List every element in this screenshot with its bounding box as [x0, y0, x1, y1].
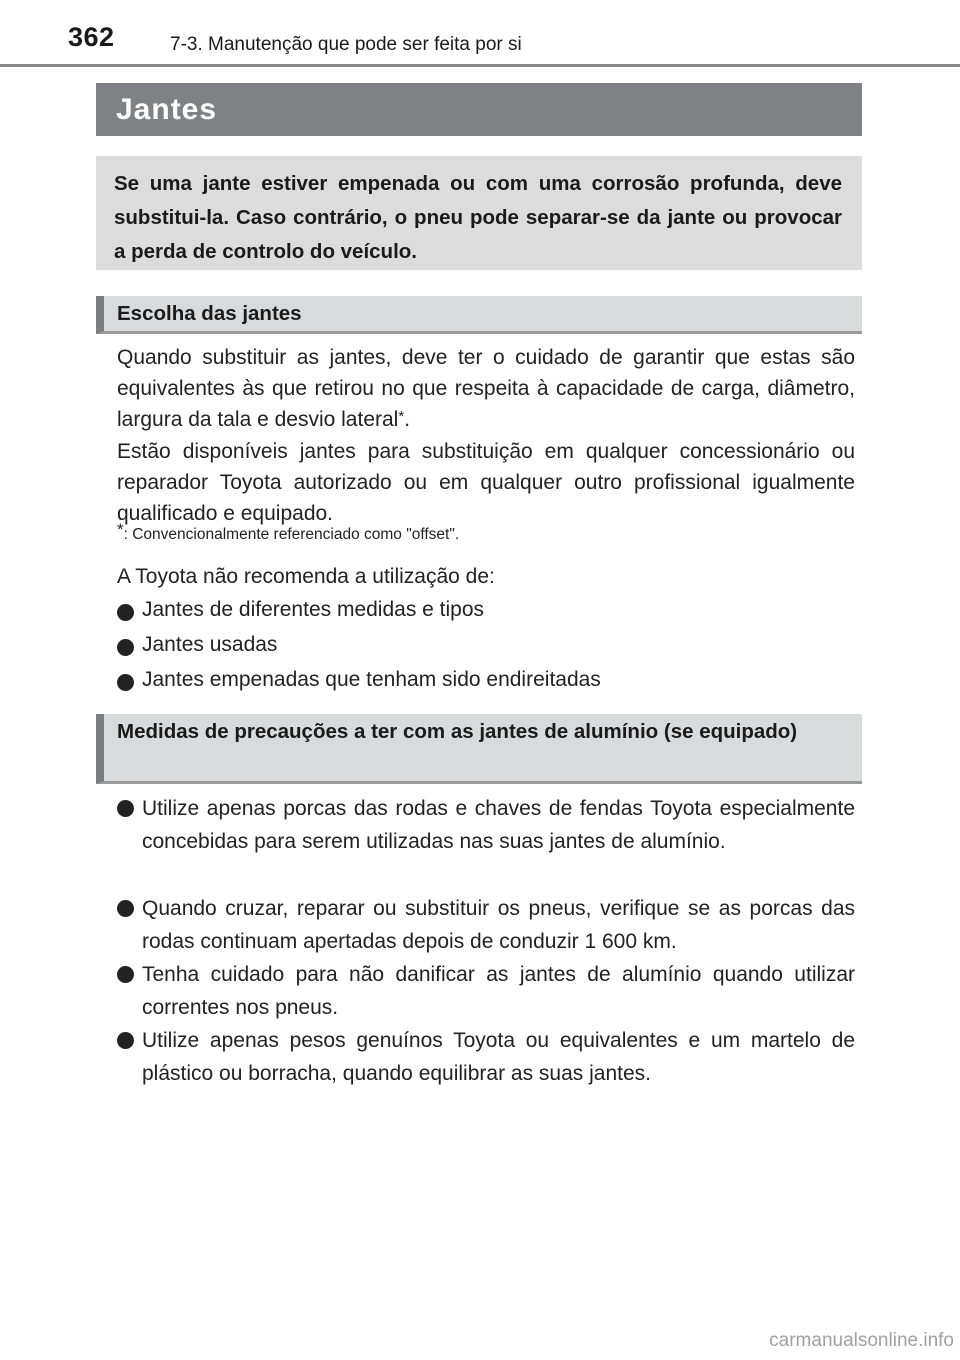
header-divider: [0, 64, 960, 67]
bullet-icon: [117, 674, 134, 691]
footnote: [117, 520, 460, 546]
warning-text: Se uma jante estiver empenada ou com uma corrosão profunda, deve substitui-la. Caso contrário, o pneu pode separar-se da jante ou provocar a perda de controlo do veículo.: [114, 172, 842, 263]
list-item-text: Jantes usadas: [142, 633, 278, 656]
list-item: [117, 892, 855, 958]
list-item-text: Utilize apenas pesos genuínos Toyota ou equivalentes e um martelo de plástico ou borracha, quando equilibrar as suas jantes.: [142, 1029, 855, 1085]
page-title: Jantes: [116, 93, 218, 126]
paragraph-availability: Estão disponíveis jantes para substituição em qualquer concessionário ou reparador Toyota autorizado ou em qualquer outro profissional igualmente qualificado e equipado.: [117, 439, 855, 526]
list-item: [117, 1024, 855, 1090]
section-heading-wheel-choice: [96, 296, 862, 334]
list-item: [117, 792, 855, 858]
bullet-icon: [117, 1032, 134, 1049]
asterisk-mark: *: [398, 408, 405, 426]
page-title-bar: [96, 83, 862, 136]
paragraph-text: Quando substituir as jantes, deve ter o cuidado de garantir que estas são equivalentes às que retirou no que respeita à capacidade de carga, diâmetro, largura da tala e desvio lateral: [117, 346, 855, 432]
bullet-icon: [117, 604, 134, 621]
section-heading-text: Escolha das jantes: [117, 302, 302, 325]
footnote-asterisk: *: [117, 520, 124, 539]
list-item-text: Tenha cuidado para não danificar as jantes de alumínio quando utilizar correntes nos pneus.: [142, 963, 855, 1019]
page-number: 362: [68, 22, 115, 52]
paragraph-replacement: [117, 342, 855, 436]
list-item: [117, 958, 855, 1024]
bullet-icon: [117, 800, 134, 817]
list-item-text: Utilize apenas porcas das rodas e chaves de fendas Toyota especialmente concebidas para serem utilizadas nas suas jantes de alumínio.: [142, 797, 855, 853]
paragraph-end: .: [404, 408, 411, 432]
bullet-icon: [117, 966, 134, 983]
recommendation-intro: A Toyota não recomenda a utilização de:: [117, 565, 495, 588]
bullet-icon: [117, 900, 134, 917]
list-item-text: Jantes de diferentes medidas e tipos: [142, 598, 485, 621]
section-heading-text: Medidas de precauções a ter com as jantes de alumínio (se equipado): [117, 720, 798, 743]
watermark: carmanualsonline.info: [769, 1330, 954, 1351]
section-heading-aluminium-precautions: [96, 714, 862, 784]
list-item-text: Jantes empenadas que tenham sido endireitadas: [142, 668, 601, 691]
page-header: [0, 0, 960, 66]
list-item-text: Quando cruzar, reparar ou substituir os pneus, verifique se as porcas das rodas continuam apertadas depois de conduzir 1 600 km.: [142, 897, 855, 953]
section-title: 7-3. Manutenção que pode ser feita por si: [170, 34, 522, 55]
warning-box: [96, 156, 862, 270]
bullet-icon: [117, 639, 134, 656]
wheel-choice-body: [117, 342, 855, 529]
footnote-text: : Convencionalmente referenciado como "offset".: [123, 526, 460, 543]
